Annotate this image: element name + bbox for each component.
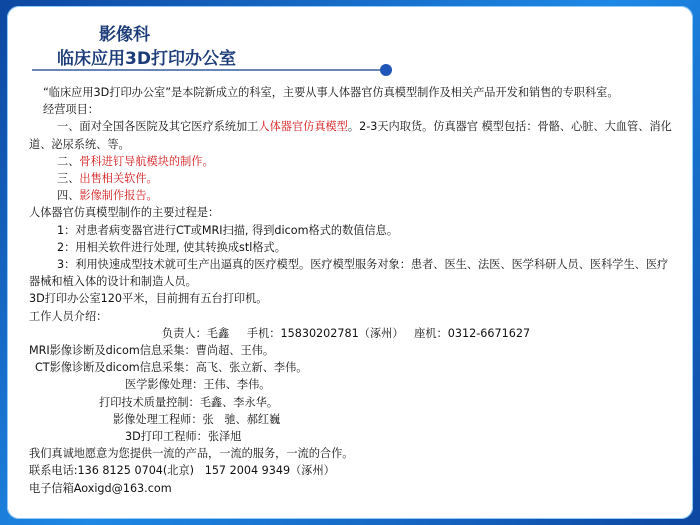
business-heading: 经营项目： bbox=[43, 103, 99, 117]
closing-text: 我们真诚地愿意为您提供一流的产品，一流的服务，一流的合作。 bbox=[29, 447, 354, 461]
staff-heading: 工作人员介绍： bbox=[29, 309, 108, 323]
staff-lead: 负责人：毛鑫 手机：15830202781（涿州） 座机：0312-6671627 bbox=[162, 326, 531, 340]
process-step-3: 3：利用快速成型技术就可生产出逼真的医疗模型。医疗模型服务对象：患者、医生、法医、医学科研人员、医科学生、医疗器械和植入体的设计和制造人员。 bbox=[29, 258, 669, 289]
business-item-1-highlight: 人体器官仿真模型 bbox=[258, 120, 348, 134]
business-item-3-num: 三、 bbox=[57, 172, 80, 186]
header-title-line1: 影像科 bbox=[99, 25, 150, 45]
business-item-2-num: 二、 bbox=[57, 154, 80, 168]
business-item-1-suffix: 。2-3天内取货。仿真器官 模型包括：骨骼、心脏、大血管、消化道、泌尿系统、等。 bbox=[29, 120, 672, 151]
business-item-4-num: 四、 bbox=[57, 189, 80, 203]
process-step-1: 1：对患者病变器官进行CT或MRI扫描, 得到dicom格式的数值信息。 bbox=[57, 223, 399, 237]
title-dot-icon bbox=[380, 64, 392, 76]
business-item-1-prefix: 一、面对全国各医院及其它医疗系统加工 bbox=[57, 120, 259, 134]
business-item-2 bbox=[29, 153, 677, 170]
intro-text: “临床应用3D打印办公室”是本院新成立的科室，主要从事人体器官仿真模型制作及相关产品开发和销售的专职科室。 bbox=[43, 86, 619, 99]
facility-text: 3D打印办公室120平米，目前拥有五台打印机。 bbox=[29, 292, 268, 306]
business-item-3 bbox=[29, 170, 677, 187]
contact-phone: 联系电话:136 8125 0704(北京) 157 2004 9349（涿州） bbox=[29, 464, 335, 478]
contact-email: 电子信箱Aoxigd@163.com bbox=[29, 481, 172, 495]
process-heading: 人体器官仿真模型制作的主要过程是： bbox=[29, 206, 220, 220]
staff-printer: 3D打印工程师：张泽旭 bbox=[125, 430, 242, 444]
staff-qc: 打印技术质量控制：毛鑫、李永华。 bbox=[99, 395, 279, 409]
title-underline bbox=[32, 69, 384, 71]
business-item-4-text: 影像制作报告。 bbox=[79, 189, 158, 203]
staff-processing: 医学影像处理：王伟、李伟。 bbox=[125, 378, 271, 392]
staff-engineer: 影像处理工程师：张 驰、郝红巍 bbox=[113, 412, 281, 426]
staff-ct: CT影像诊断及dicom信息采集：高飞、张立新、李伟。 bbox=[35, 361, 308, 375]
business-item-3-text: 出售相关软件。 bbox=[79, 172, 158, 186]
business-item-2-text: 骨科进钉导航模块的制作。 bbox=[79, 154, 214, 168]
header-title-line2: 临床应用3D打印办公室 bbox=[57, 49, 236, 69]
staff-mri: MRI影像诊断及dicom信息采集：曹尚超、王伟。 bbox=[29, 344, 275, 358]
slide bbox=[7, 6, 693, 519]
business-item-1 bbox=[29, 118, 677, 152]
process-step-2: 2：用相关软件进行处理, 使其转换成stl格式。 bbox=[57, 240, 286, 254]
business-item-4 bbox=[29, 187, 677, 204]
content-body bbox=[29, 84, 677, 497]
